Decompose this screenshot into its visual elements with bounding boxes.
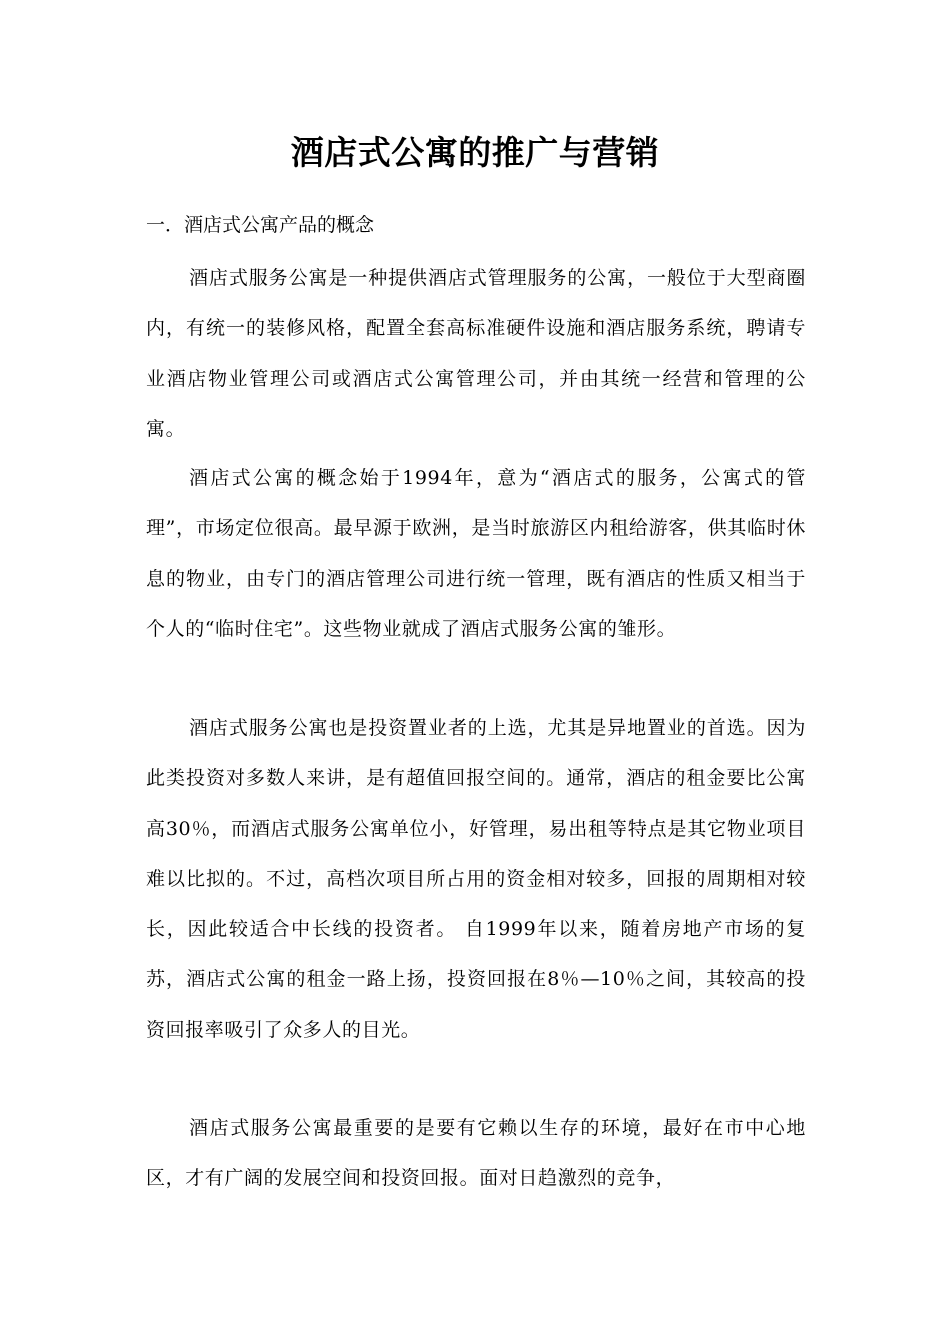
- paragraph-3: 酒店式服务公寓也是投资置业者的上选，尤其是异地置业的首选。因为此类投资对多数人来讲，是有超值回报空间的。通常，酒店的租金要比公寓高30％，而酒店式服务公寓单位小，好管理，易出租等特点是其它物业项目难以比拟的。不过，高档次项目所占用的资金相对较多，回报的周期相对较长，因此较适合中长线的投资者。 自1999年以来，随着房地产市场的复苏，酒店式公寓的租金一路上扬，投资回报在8％—10％之间，其较高的投资回报率吸引了众多人的目光。: [146, 717, 806, 1041]
- paragraph-1: 酒店式服务公寓是一种提供酒店式管理服务的公寓，一般位于大型商圈内，有统一的装修风格，配置全套高标准硬件设施和酒店服务系统，聘请专业酒店物业管理公司或酒店式公寓管理公司，并由其统一经营和管理的公寓。: [146, 267, 806, 440]
- section-heading: 一．酒店式公寓产品的概念: [146, 214, 375, 236]
- paragraph-4: 酒店式服务公寓最重要的是要有它赖以生存的环境，最好在市中心地区，才有广阔的发展空间和投资回报。面对日趋激烈的竞争，: [146, 1117, 806, 1190]
- paragraph-2: 酒店式公寓的概念始于1994年，意为“酒店式的服务，公寓式的管理”，市场定位很高。最早源于欧洲，是当时旅游区内租给游客，供其临时休息的物业，由专门的酒店管理公司进行统一管理，既有酒店的性质又相当于个人的“临时住宅”。这些物业就成了酒店式服务公寓的雏形。: [146, 467, 806, 640]
- document-title: 酒店式公寓的推广与营销: [290, 133, 660, 172]
